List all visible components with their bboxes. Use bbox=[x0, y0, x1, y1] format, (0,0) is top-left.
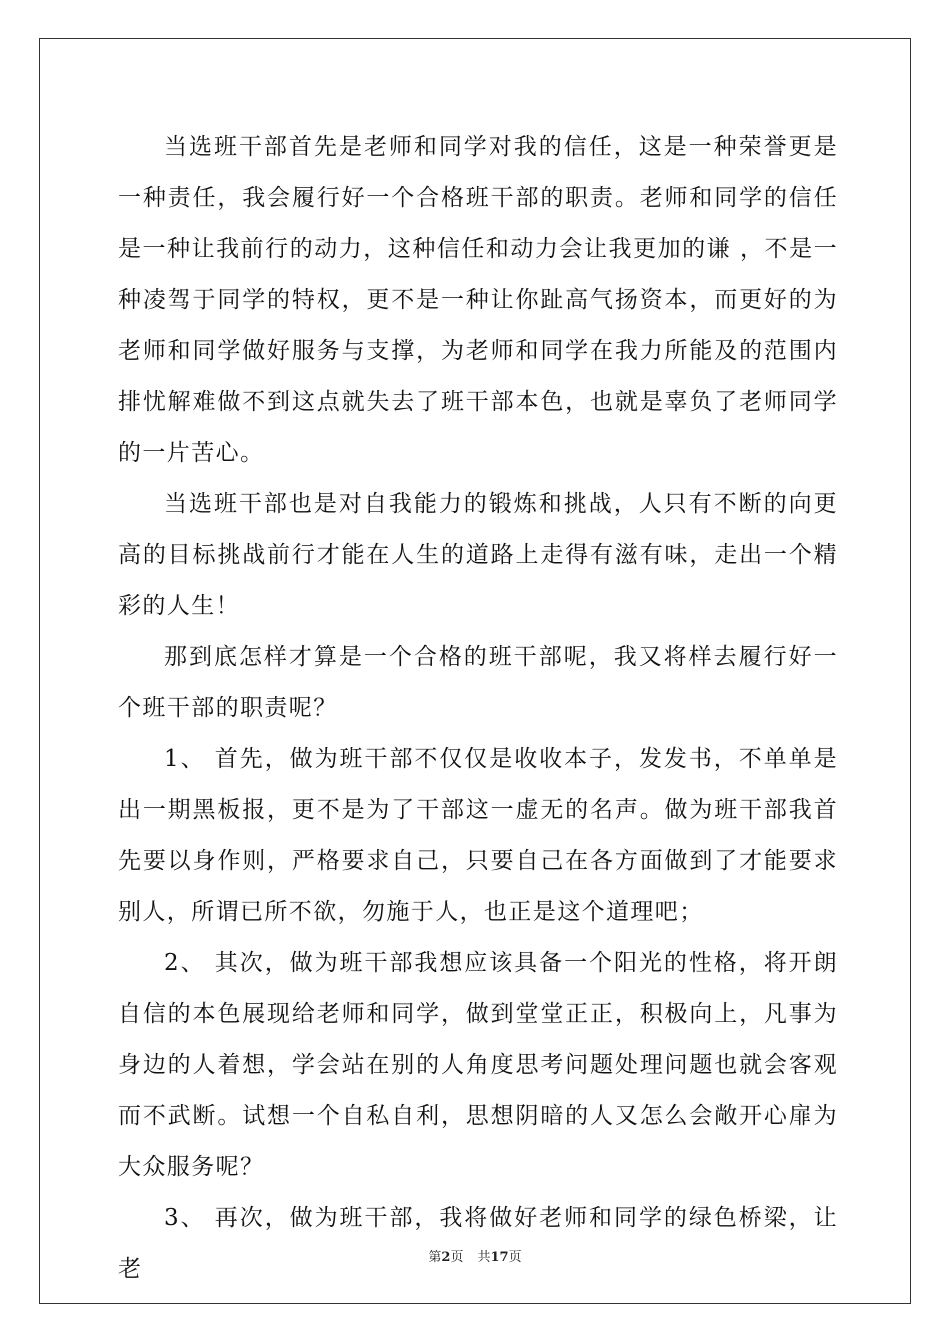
paragraph: 1、 首先，做为班干部不仅仅是收收本子，发发书，不单单是出一期黑板报，更不是为了干部这一虚无的名声。做为班干部我首先要以身作则，严格要求自己，只要自己在各方面做到了才能要求别人，所谓已所不欲，勿施于人，也正是这个道理吧； bbox=[118, 746, 838, 925]
paragraph: 3、 再次，做为班干部，我将做好老师和同学的绿色桥梁，让老 bbox=[118, 1205, 838, 1282]
total-pages: 17 bbox=[490, 1250, 509, 1265]
page-suffix: 页 bbox=[450, 1250, 464, 1265]
paragraph: 2、 其次，做为班干部我想应该具备一个阳光的性格，将开朗自信的本色展现给老师和同学，做到堂堂正正，积极向上，凡事为身边的人着想，学会站在别的人角度思考问题处理问题也就会客观而不武断。试想一个自私自利，思想阴暗的人又怎么会敞开心扉为大众服务呢？ bbox=[118, 950, 838, 1180]
total-prefix: 共 bbox=[477, 1250, 491, 1265]
page-number: 2 bbox=[441, 1250, 451, 1265]
page-prefix: 第 bbox=[428, 1250, 442, 1265]
paragraph: 那到底怎样才算是一个合格的班干部呢，我又将样去履行好一个班干部的职责呢？ bbox=[118, 644, 838, 721]
total-suffix: 页 bbox=[508, 1250, 522, 1265]
paragraph: 当选班干部首先是老师和同学对我的信任，这是一种荣誉更是一种责任，我会履行好一个合格班干部的职责。老师和同学的信任是一种让我前行的动力，这种信任和动力会让我更加的谦 ，不是一种凌驾于同学的特权，更不是一种让你趾高气扬资本，而更好的为老师和同学做好服务与支撑，为老师和同学在我力所能及的范围内排忧解难做不到这点就失去了班干部本色，也就是辜负了老师同学的一片苦心。 bbox=[118, 134, 838, 466]
page-footer bbox=[0, 1246, 950, 1265]
paragraph: 当选班干部也是对自我能力的锻炼和挑战，人只有不断的向更高的目标挑战前行才能在人生的道路上走得有滋有味，走出一个精彩的人生！ bbox=[118, 491, 838, 619]
document-body bbox=[118, 122, 838, 1295]
